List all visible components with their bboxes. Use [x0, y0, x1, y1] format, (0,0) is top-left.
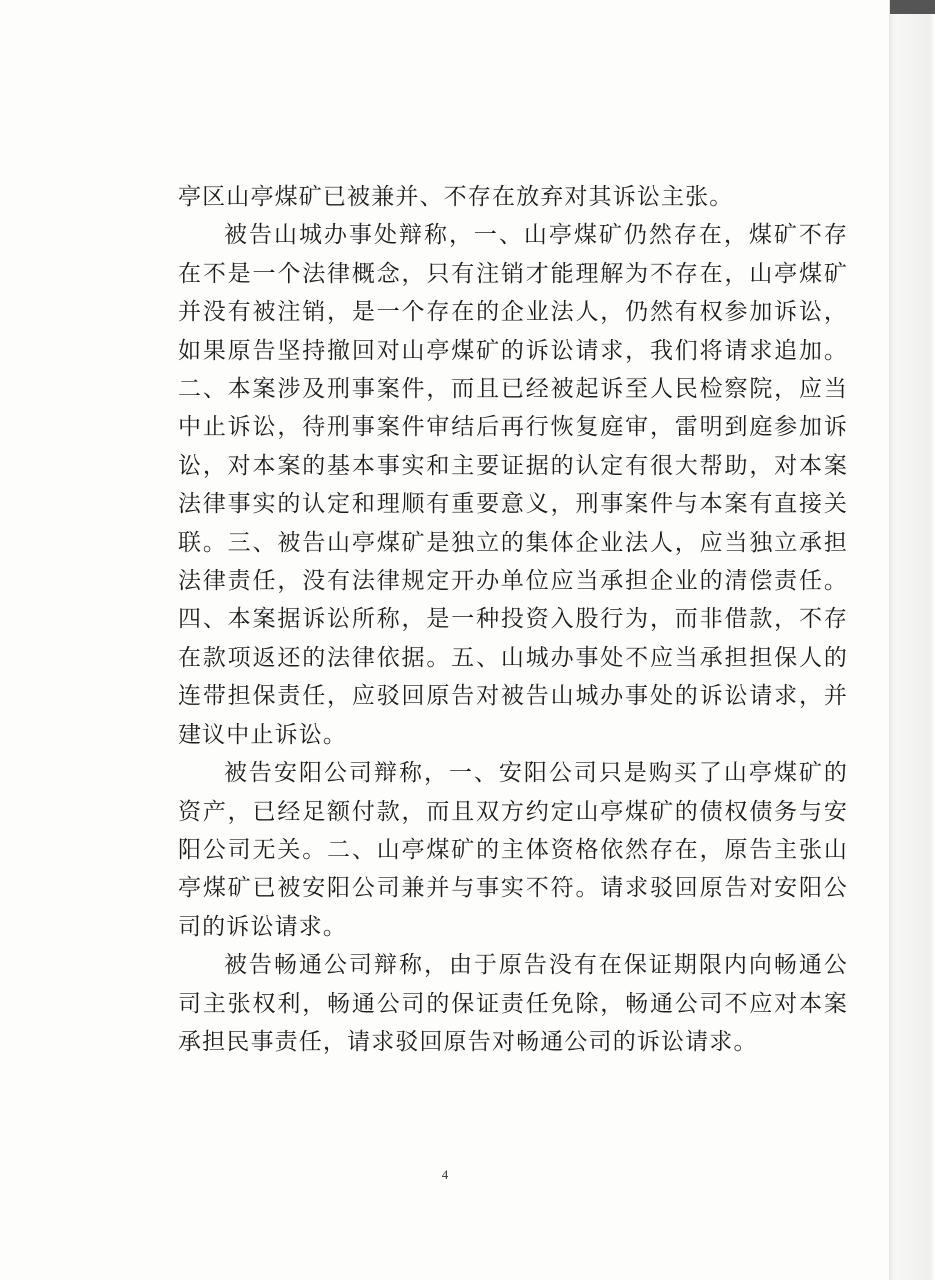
scanner-corner-shadow [890, 0, 935, 14]
page-number: 4 [441, 1167, 449, 1182]
paragraph-continuation: 亭区山亭煤矿已被兼并、不存在放弃对其诉讼主张。 [178, 184, 734, 210]
paragraph-changtong-defense: 被告畅通公司辩称，由于原告没有在保证期限内向畅通公司主张权利，畅通公司的保证责任免除，畅通公司不应对本案承担民事责任，请求驳回原告对畅通公司的诉讼请求。 [178, 952, 848, 1055]
scanner-margin [890, 0, 935, 1280]
paragraph-anyang-defense: 被告安阳公司辩称，一、安阳公司只是购买了山亭煤矿的资产，已经足额付款，而且双方约定山亭煤矿的债权债务与安阳公司无关。二、山亭煤矿的主体资格依然存在，原告主张山亭煤矿已被安阳公司兼并与事实不符。请求驳回原告对安阳公司的诉讼请求。 [178, 760, 848, 940]
paragraph-shancheng-defense: 被告山城办事处辩称，一、山亭煤矿仍然存在，煤矿不存在不是一个法律概念，只有注销才能理解为不存在，山亭煤矿并没有被注销，是一个存在的企业法人，仍然有权参加诉讼，如果原告坚持撤回对山亭煤矿的诉讼请求，我们将请求追加。二、本案涉及刑事案件，而且已经被起诉至人民检察院，应当中止诉讼，待刑事案件审结后再行恢复庭审，雷明到庭参加诉讼，对本案的基本事实和主要证据的认定有很大帮助，对本案法律事实的认定和理顺有重要意义，刑事案件与本案有直接关联。三、被告山亭煤矿是独立的集体企业法人，应当独立承担法律责任，没有法律规定开办单位应当承担企业的清偿责任。四、本案据诉讼所称，是一种投资入股行为，而非借款，不存在款项返还的法律依据。五、山城办事处不应当承担担保人的连带担保责任，应驳回原告对被告山城办事处的诉讼请求，并建议中止诉讼。 [178, 222, 848, 748]
document-body [178, 178, 848, 1061]
